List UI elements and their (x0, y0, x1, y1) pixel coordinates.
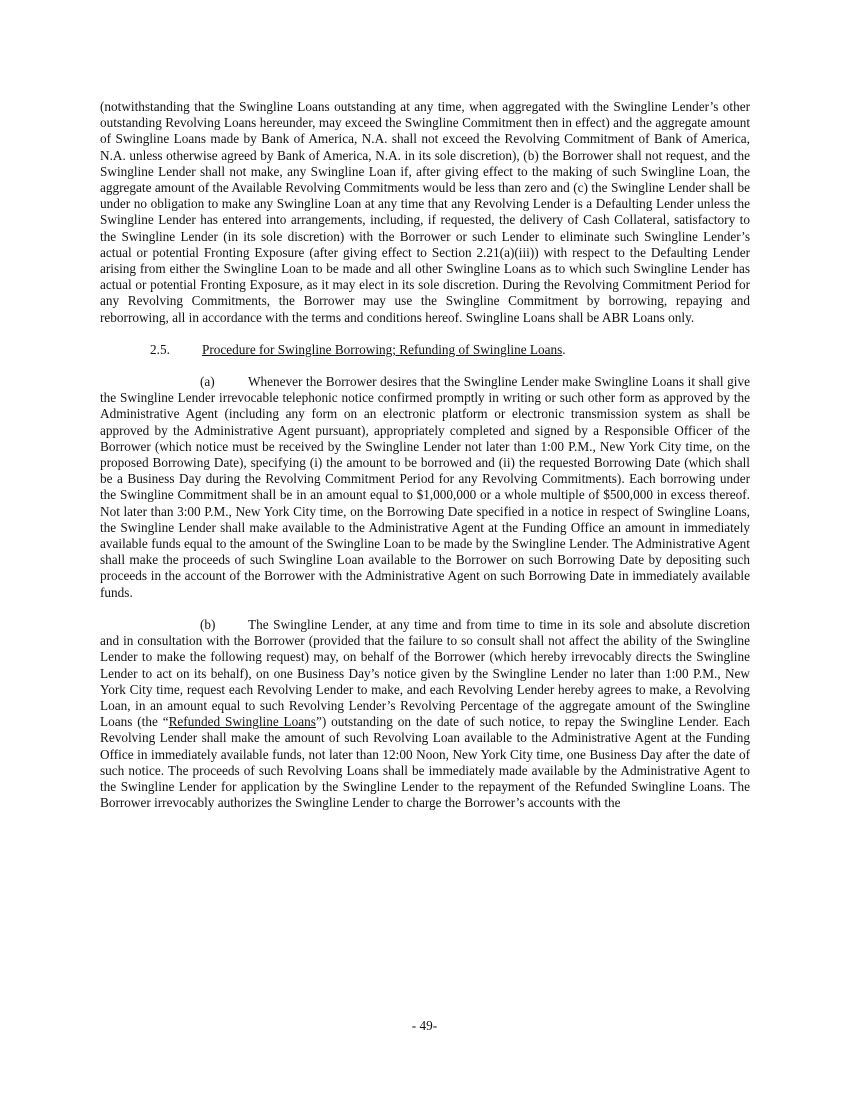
subsection-a-text: Whenever the Borrower desires that the Swingline Lender make Swingline Loans it shall give the Swingline Lender irrevocable telephonic notice confirmed promptly in writing or such other form as approved by the Administrative Agent (including any form on an electronic platform or electronic transmission system as shall be approved by the Administrative Agent pursuant), appropriately completed and signed by a Responsible Officer of the Borrower (which notice must be received by the Swingline Lender not later than 1:00 P.M., New York City time, on the proposed Borrowing Date), specifying (i) the amount to be borrowed and (ii) the requested Borrowing Date (which shall be a Business Day during the Revolving Commitment Period for any Revolving Commitments). Each borrowing under the Swingline Commitment shall be in an amount equal to $1,000,000 or a whole multiple of $500,000 in excess thereof. Not later than 3:00 P.M., New York City time, on the Borrowing Date specified in a notice in respect of Swingline Loans, the Swingline Lender shall make available to the Administrative Agent at the Funding Office an amount in immediately available funds equal to the amount of the Swingline Loan to be made by the Swingline Lender. The Administrative Agent shall make the proceeds of such Swingline Loan available to the Borrower on such Borrowing Date by depositing such proceeds in the account of the Borrower with the Administrative Agent on such Borrowing Date in immediately available funds. (100, 374, 750, 600)
document-page (100, 99, 750, 811)
section-title: Procedure for Swingline Borrowing; Refunding of Swingline Loans (202, 341, 563, 357)
subsection-b-text-after: ”) outstanding on the date of such notice, to repay the Swingline Lender. Each Revolving Lender shall make the amount of such Revolving Loan available to the Administrative Agent at the Funding Office in immediately available funds, not later than 12:00 Noon, New York City time, one Business Day after the date of such notice. The proceeds of such Revolving Loans shall be immediately made available by the Administrative Agent to the Swingline Lender for application by the Swingline Lender to the repayment of the Refunded Swingline Loans. The Borrower irrevocably authorizes the Swingline Lender to charge the Borrower’s accounts with the (100, 714, 750, 811)
section-title-period: . (562, 341, 566, 357)
page-number: - 49- (411, 1018, 438, 1033)
subsection-b-text-before: The Swingline Lender, at any time and from time to time in its sole and absolute discretion and in consultation with the Borrower (provided that the failure to so consult shall not affect the ability of the Swingline Lender to make the following request) may, on behalf of the Borrower (which hereby irrevocably directs the Swingline Lender to act on its behalf), on one Business Day’s notice given by the Swingline Lender no later than 1:00 P.M., New York City time, request each Revolving Lender to make, and each Revolving Lender hereby agrees to make, a Revolving Loan, in an amount equal to such Revolving Lender’s Revolving Percentage of the aggregate amount of the Swingline Loans (the “ (100, 616, 750, 730)
subsection-a-label: (a) (200, 374, 215, 390)
continuation-paragraph: (notwithstanding that the Swingline Loans outstanding at any time, when aggregated with the Swingline Lender’s other outstanding Revolving Loans hereunder, may exceed the Swingline Commitment then in effect) and the aggregate amount of Swingline Loans made by Bank of America, N.A. shall not exceed the Revolving Commitment of Bank of America, N.A. unless otherwise agreed by Bank of America, N.A. in its sole discretion), (b) the Borrower shall not request, and the Swingline Lender shall not make, any Swingline Loan if, after giving effect to the making of such Swingline Loan, the aggregate amount of the Available Revolving Commitments would be less than zero and (c) the Swingline Lender shall be under no obligation to make any Swingline Loan at any time that any Revolving Lender is a Defaulting Lender unless the Swingline Lender has entered into arrangements, including, if requested, the delivery of Cash Collateral, satisfactory to the Swingline Lender (in its sole discretion) with the Borrower or such Lender to eliminate such Swingline Lender’s actual or potential Fronting Exposure (after giving effect to Section 2.21(a)(iii)) with respect to the Defaulting Lender arising from either the Swingline Loan to be made and all other Swingline Loans as to which such Swingline Lender has actual or potential Fronting Exposure, as it may elect in its sole discretion. During the Revolving Commitment Period for any Revolving Commitments, the Borrower may use the Swingline Commitment by borrowing, repaying and reborrowing, all in accordance with the terms and conditions hereof. Swingline Loans shall be ABR Loans only. (100, 99, 750, 325)
subsection-b-paragraph (100, 617, 750, 811)
subsection-a-paragraph (100, 374, 750, 601)
section-number: 2.5. (150, 341, 170, 357)
defined-term-refunded-swingline-loans: Refunded Swingline Loans (168, 714, 316, 730)
section-heading (100, 342, 750, 358)
subsection-b-label: (b) (200, 616, 216, 632)
